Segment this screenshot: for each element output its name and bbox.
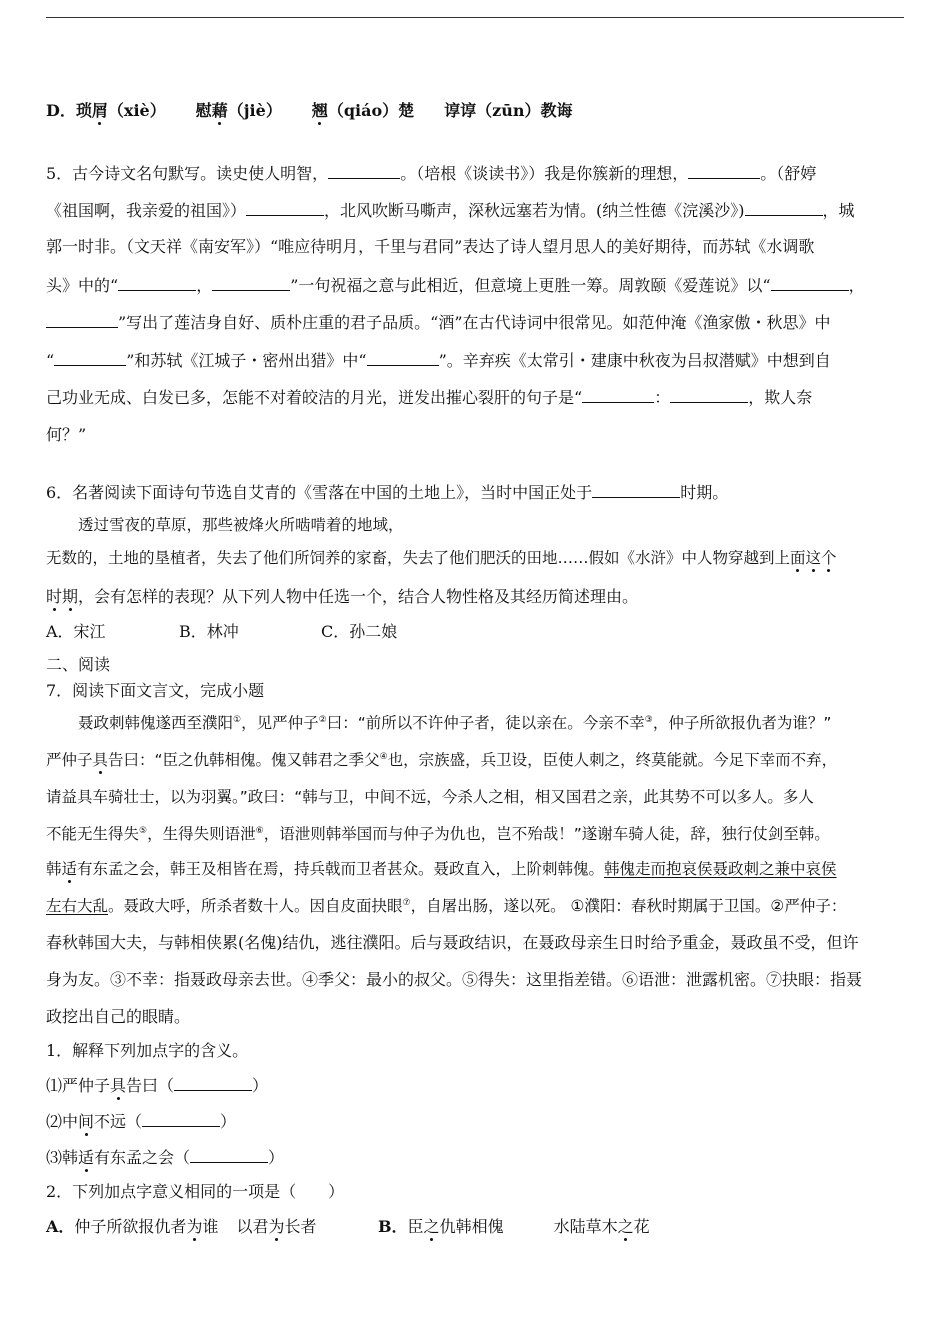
answer-blank[interactable] bbox=[688, 163, 760, 179]
note-line: 身为友。③不幸：指聂政母亲去世。④季父：最小的叔父。⑤得失：这里指差错。⑥语泄：泄露机密。⑦抉眼：指聂 bbox=[46, 970, 863, 989]
poem-line: 无数的，土地的垦植者，失去了他们所饲养的家畜，失去了他们肥沃的田地……假如《水浒》中人物穿越到上面这个 bbox=[46, 549, 837, 567]
note-line: 政挖出自己的眼睛。 bbox=[46, 1007, 191, 1026]
q6-options bbox=[46, 622, 397, 642]
subquestion-1: 1．解释下列加点字的含义。 bbox=[46, 1041, 249, 1060]
option-a[interactable]: A．宋江 bbox=[46, 622, 106, 641]
subquestion-1-item: ⑶韩适有东孟之会（ ） bbox=[46, 1148, 285, 1167]
passage-line: 聂政刺韩傀遂西至濮阳①，见严仲子②曰：“前所以不许仲子者，徒以亲在。今亲不幸③，仲子所欲报仇者为谁？” bbox=[78, 714, 832, 732]
subquestion-2-options bbox=[46, 1217, 650, 1237]
option-c[interactable]: C．孙二娘 bbox=[321, 622, 398, 641]
answer-blank[interactable] bbox=[771, 275, 849, 291]
note-line: 春秋韩国大夫，与韩相侠累(名傀)结仇，逃往濮阳。后与聂政结识，在聂政母亲生日时给予重金，聂政虽不受，但许 bbox=[46, 933, 859, 952]
poem-line: 透过雪夜的草原，那些被烽火所啮啃着的地域， bbox=[78, 516, 404, 534]
answer-blank[interactable] bbox=[328, 163, 400, 179]
answer-blank[interactable] bbox=[745, 200, 823, 216]
option-b[interactable]: B．林冲 bbox=[179, 622, 239, 641]
answer-blank[interactable] bbox=[174, 1075, 252, 1091]
passage-line: 韩适有东孟之会，韩王及相皆在焉，持兵戟而卫者甚众。聂政直入，上阶刺韩傀。韩傀走而抱哀侯聂政刺之兼中哀侯 bbox=[46, 860, 837, 878]
answer-blank[interactable] bbox=[118, 275, 196, 291]
answer-blank[interactable] bbox=[46, 312, 118, 328]
answer-blank[interactable] bbox=[190, 1147, 268, 1163]
answer-blank[interactable] bbox=[592, 482, 680, 498]
q6-line: 时期，会有怎样的表现？从下列人物中任选一个，结合人物性格及其经历简述理由。 bbox=[46, 587, 639, 606]
option-a[interactable]: A．仲子所欲报仇者为谁 以君为长者 bbox=[46, 1217, 317, 1236]
q5-line: 头》中的“ ， ”一句祝福之意与此相近，但意境上更胜一筹。周敦颐《爱莲说》以“ ， bbox=[46, 276, 865, 295]
answer-blank[interactable] bbox=[212, 275, 290, 291]
q5-line: 何？” bbox=[46, 425, 87, 444]
q7-title: 7．阅读下面文言文，完成小题 bbox=[46, 681, 265, 700]
answer-blank[interactable] bbox=[246, 200, 324, 216]
subquestion-1-item: ⑴严仲子具告曰（ ） bbox=[46, 1076, 269, 1095]
answer-blank[interactable] bbox=[582, 387, 654, 403]
q5-line: 己功业无成、白发已多，怎能不对着皎洁的月光，迸发出摧心裂肝的句子是“ ： ，欺人奈 bbox=[46, 388, 813, 407]
answer-blank[interactable] bbox=[670, 387, 748, 403]
answer-blank[interactable] bbox=[54, 350, 126, 366]
passage-line: 请益具车骑壮士，以为羽翼。”政曰：“韩与卫，中间不远，今杀人之相，相又国君之亲，此其势不可以多人。多人 bbox=[46, 788, 814, 806]
option-b[interactable]: B．臣之仇韩相傀 水陆草木之花 bbox=[378, 1217, 650, 1236]
passage-line: 不能无生得失⑤，生得失则语泄⑥，语泄则韩举国而与仲子为仇也，岂不殆哉！”遂谢车骑人徒，辞，独行仗剑至韩。 bbox=[46, 825, 830, 843]
answer-blank[interactable] bbox=[367, 350, 439, 366]
q5-line: ”写出了莲洁身自好、质朴庄重的君子品质。“酒”在古代诗词中很常见。如范仲淹《渔家傲・秋思》中 bbox=[46, 312, 831, 333]
subquestion-2: 2．下列加点字意义相同的一项是（ ） bbox=[46, 1182, 345, 1201]
header-rule bbox=[46, 17, 904, 18]
q5-line: 《祖国啊，我亲爱的祖国》） ，北风吹断马嘶声，深秋远塞若为情。(纳兰性德《浣溪沙》) ，城 bbox=[46, 201, 855, 220]
q4-option-d: D．琐屑（xiè） 慰藉（jiè） 翘（qiáo）楚 谆谆（zūn）教诲 bbox=[46, 101, 573, 120]
section-heading: 二、阅读 bbox=[46, 655, 111, 674]
passage-line: 严仲子具告曰：“臣之仇韩相傀。傀又韩君之季父④也，宗族盛，兵卫设，臣使人刺之，终莫能就。今足下幸而不弃， bbox=[46, 751, 838, 769]
q5-line: 郭一时非。（文天祥《南安军》）“唯应待明月，千里与君同”表达了诗人望月思人的美好期待，而苏轼《水调歌 bbox=[46, 237, 815, 256]
passage-line: 左右大乱。聂政大呼，所杀者数十人。因自皮面抉眼⑦，自屠出肠，遂以死。 ①濮阳：春秋时期属于卫国。②严仲子： bbox=[46, 897, 847, 915]
answer-blank[interactable] bbox=[142, 1111, 220, 1127]
q5-line: “ ”和苏轼《江城子・密州出猎》中“ ”。辛弃疾《太常引・建康中秋夜为吕叔潜赋》中想到自 bbox=[46, 351, 831, 370]
q5-line: 5．古今诗文名句默写。读史使人明智， 。（培根《谈读书》）我是你簇新的理想， 。（舒婷 bbox=[46, 164, 817, 183]
q6-line: 6．名著阅读下面诗句节选自艾青的《雪落在中国的土地上》，当时中国正处于 时期。 bbox=[46, 483, 729, 502]
subquestion-1-item: ⑵中间不远（ ） bbox=[46, 1112, 237, 1131]
